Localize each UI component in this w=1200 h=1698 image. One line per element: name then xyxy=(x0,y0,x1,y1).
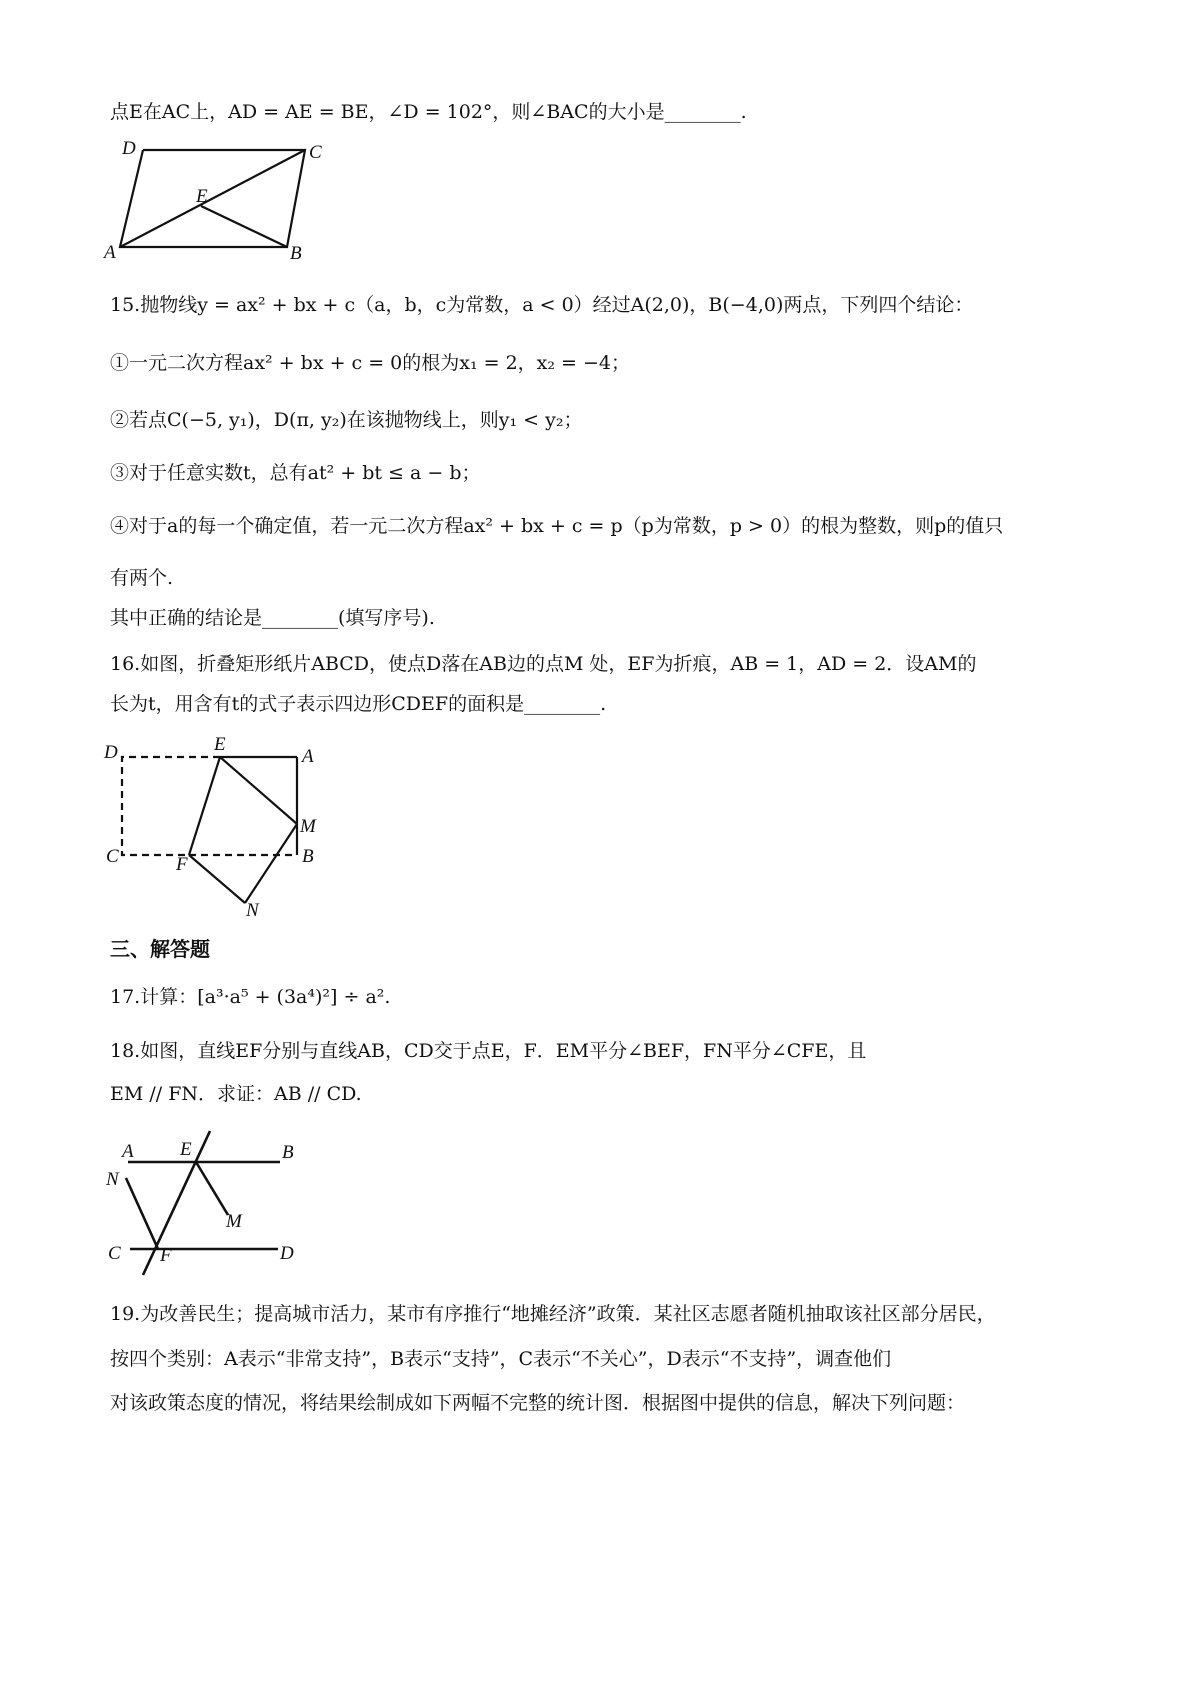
q15-conclusion-2: ②若点C(−5, y₁)，D(π, y₂)在该抛物线上，则y₁ < y₂； xyxy=(110,409,583,431)
fig16-label-c: C xyxy=(106,846,119,867)
fig18-label-b: B xyxy=(282,1142,294,1163)
fig18-label-c: C xyxy=(108,1243,121,1264)
figure-16-folded-rectangle xyxy=(100,734,360,921)
fig18-label-n: N xyxy=(106,1169,119,1190)
q18-line1: 18.如图，直线EF分别与直线AB，CD交于点E，F．EM平分∠BEF，FN平分∠CFE，且 xyxy=(110,1040,867,1062)
fig16-label-a: A xyxy=(302,746,314,767)
fig18-label-f: F xyxy=(160,1245,172,1266)
q15-conclusion-4-line1: ④对于a的每一个确定值，若一元二次方程ax² + bx + c = p（p为常数，p > 0）的根为整数，则p的值只 xyxy=(110,515,1004,537)
q15-conclusion-3: ③对于任意实数t，总有at² + bt ≤ a − b； xyxy=(110,462,481,484)
fig16-label-b: B xyxy=(302,846,314,867)
fig16-label-m: M xyxy=(300,816,316,837)
fig14-label-a: A xyxy=(104,242,116,263)
fig16-label-e: E xyxy=(214,734,226,755)
fig14-label-b: B xyxy=(290,243,302,264)
fig18-label-d: D xyxy=(280,1243,294,1264)
figure-14-parallelogram xyxy=(104,138,370,270)
fig14-label-e: E xyxy=(196,186,208,207)
section-3-heading: 三、解答题 xyxy=(110,937,210,961)
fig16-label-n: N xyxy=(246,900,259,921)
fig18-label-a: A xyxy=(122,1141,134,1162)
q19-line3: 对该政策态度的情况，将结果绘制成如下两幅不完整的统计图．根据图中提供的信息，解决下列问题： xyxy=(110,1392,966,1414)
q15-stem: 15.抛物线y = ax² + bx + c（a，b，c为常数，a < 0）经过A(2,0)，B(−4,0)两点，下列四个结论： xyxy=(110,294,974,316)
fig18-label-e: E xyxy=(180,1139,192,1160)
q19-line2: 按四个类别：A表示“非常支持”，B表示“支持”，C表示“不关心”，D表示“不支持”，调查他们 xyxy=(110,1348,892,1370)
fig14-label-d: D xyxy=(122,138,136,159)
q15-conclusion-4-line2: 有两个. xyxy=(110,567,174,589)
q19-line1: 19.为改善民生；提高城市活力，某市有序推行“地摊经济”政策．某社区志愿者随机抽取该社区部分居民， xyxy=(110,1303,996,1325)
q15-answer-line: 其中正确的结论是________(填写序号). xyxy=(110,607,435,629)
figure-18-parallel-lines xyxy=(100,1125,330,1285)
fig14-label-c: C xyxy=(309,142,322,163)
q16-line2: 长为t，用含有t的式子表示四边形CDEF的面积是________. xyxy=(110,693,607,715)
fig16-label-f: F xyxy=(176,854,188,875)
q17-text: 17.计算：[a³·a⁵ + (3a⁴)²] ÷ a². xyxy=(110,986,391,1008)
fig16-label-d: D xyxy=(104,742,118,763)
fig18-label-m: M xyxy=(226,1211,242,1232)
q14-text: 点E在AC上，AD = AE = BE，∠D = 102°，则∠BAC的大小是________. xyxy=(110,101,747,123)
q18-line2: EM // FN．求证：AB // CD. xyxy=(110,1083,362,1105)
q15-conclusion-1: ①一元二次方程ax² + bx + c = 0的根为x₁ = 2，x₂ = −4； xyxy=(110,352,631,374)
q16-line1: 16.如图，折叠矩形纸片ABCD，使点D落在AB边的点M 处，EF为折痕，AB = 1，AD = 2．设AM的 xyxy=(110,653,977,675)
